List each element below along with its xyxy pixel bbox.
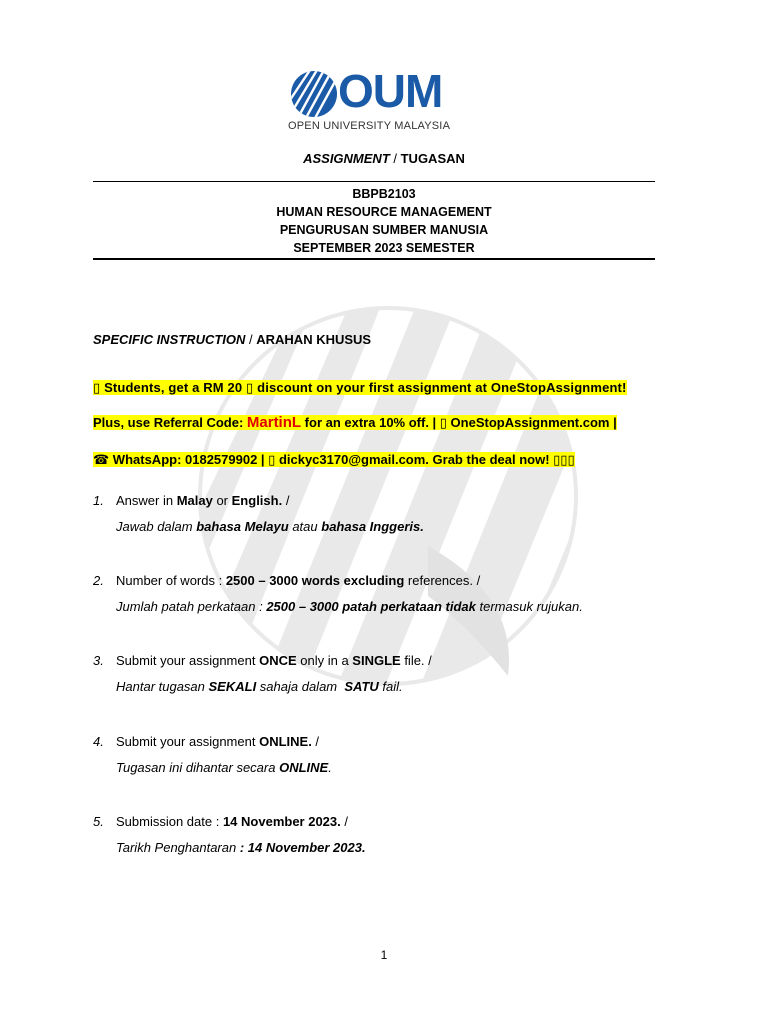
instruction-number: 1.	[93, 493, 104, 508]
specific-instruction-slash: /	[245, 332, 257, 347]
specific-instruction-heading	[93, 332, 371, 347]
instruction-segment: ONLINE	[279, 760, 329, 775]
oum-subtitle: OPEN UNIVERSITY MALAYSIA	[288, 120, 451, 132]
promo-line-2-start: Plus, use Referral Code:	[93, 415, 247, 430]
oum-brand-text: OUM	[338, 65, 443, 117]
promo-line-3-text: ☎ WhatsApp: 0182579902 | ▯ dickyc3170@gmail.com. Grab the deal now! ▯▯▯	[93, 452, 575, 467]
instruction-segment: references. /	[404, 573, 481, 588]
promo-line-3	[93, 450, 575, 470]
instruction-en	[116, 493, 289, 508]
instruction-segment: 2500 – 3000 words excluding	[225, 573, 405, 588]
instruction-segment: Jumlah patah perkataan :	[116, 599, 267, 614]
specific-instruction-ms: ARAHAN KHUSUS	[256, 332, 372, 347]
instruction-segment: Hantar tugasan	[116, 679, 209, 694]
instruction-ms	[116, 519, 424, 534]
instruction-segment: SATU	[344, 679, 379, 694]
course-name-en: HUMAN RESOURCE MANAGEMENT	[276, 205, 492, 219]
oum-logo	[288, 65, 463, 134]
instruction-en	[116, 573, 480, 588]
instruction-segment: bahasa Inggeris.	[321, 519, 424, 534]
instruction-ms	[116, 760, 332, 775]
tugasan-label: TUGASAN	[400, 151, 465, 166]
instruction-segment: ONCE	[259, 653, 297, 668]
instruction-segment: or	[212, 493, 232, 508]
instruction-number: 4.	[93, 734, 104, 749]
instruction-segment: Malay	[176, 493, 213, 508]
instruction-segment: file. /	[400, 653, 432, 668]
instruction-segment: fail.	[378, 679, 403, 694]
instruction-segment: Submit your assignment	[116, 734, 260, 749]
promo-line-2-highlight	[93, 415, 617, 430]
instruction-segment: Number of words :	[116, 573, 226, 588]
assignment-heading	[0, 151, 768, 166]
instruction-segment: Submission date :	[116, 814, 223, 829]
instruction-segment: SEKALI	[208, 679, 257, 694]
instruction-segment: sahaja dalam	[256, 679, 345, 694]
oum-globe-icon	[290, 70, 338, 118]
instruction-segment: Tarikh Penghantaran	[116, 840, 240, 855]
instruction-segment: English.	[231, 493, 283, 508]
instruction-segment: only in a	[296, 653, 353, 668]
instruction-segment: atau	[288, 519, 322, 534]
instruction-en	[116, 734, 319, 749]
semester: SEPTEMBER 2023 SEMESTER	[293, 241, 475, 255]
course-name-ms: PENGURUSAN SUMBER MANUSIA	[279, 223, 489, 237]
instruction-segment: termasuk rujukan.	[475, 599, 583, 614]
instruction-segment: SINGLE	[352, 653, 401, 668]
instruction-segment: /	[282, 493, 290, 508]
promo-line-2-end: for an extra 10% off. | ▯ OneStopAssignment.com |	[301, 415, 617, 430]
assignment-slash: /	[389, 151, 401, 166]
instruction-segment: bahasa Melayu	[196, 519, 289, 534]
instruction-en	[116, 653, 432, 668]
referral-code: MartinL	[246, 414, 302, 431]
instruction-en	[116, 814, 348, 829]
instruction-segment: /	[311, 734, 320, 749]
instruction-number: 2.	[93, 573, 104, 588]
instruction-segment: .	[328, 760, 332, 775]
instruction-segment: /	[340, 814, 348, 829]
course-code: BBPB2103	[352, 187, 416, 201]
page-number: 1	[380, 948, 388, 962]
instruction-segment: ONLINE.	[259, 734, 312, 749]
promo-line-1	[93, 378, 655, 398]
instruction-segment: 14 November 2023.	[222, 814, 341, 829]
instruction-segment: Answer in	[116, 493, 177, 508]
instruction-number: 5.	[93, 814, 104, 829]
instruction-segment: Tugasan ini dihantar secara	[116, 760, 280, 775]
header-rule-top	[93, 181, 655, 182]
instruction-segment: Jawab dalam	[116, 519, 197, 534]
instruction-segment: 2500 – 3000 patah perkataan tidak	[266, 599, 476, 614]
instruction-ms	[116, 840, 366, 855]
assignment-label: ASSIGNMENT	[303, 151, 390, 166]
specific-instruction-en: SPECIFIC INSTRUCTION	[93, 332, 246, 347]
instruction-segment: : 14 November 2023.	[239, 840, 366, 855]
promo-line-1-text: ▯ Students, get a RM 20 ▯ discount on your first assignment at OneStopAssignment!	[93, 380, 627, 395]
instruction-segment: Submit your assignment	[116, 653, 260, 668]
promo-line-2	[93, 413, 617, 433]
instruction-ms	[116, 599, 583, 614]
header-rule-bottom	[93, 258, 655, 260]
instruction-ms	[116, 679, 403, 694]
instruction-number: 3.	[93, 653, 104, 668]
